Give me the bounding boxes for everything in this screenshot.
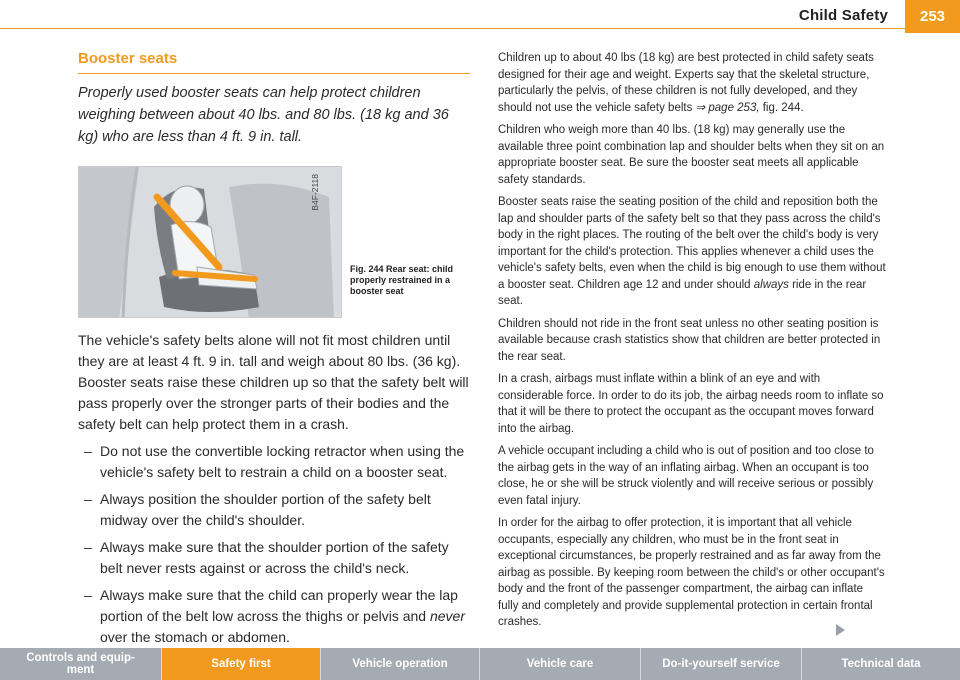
paragraph: A vehicle occupant including a child who is out of position and too close to the airbag gets in the way of an inflating airbag. When an occupant is too close, he or she will be struck violently and will receive serious or possibly even fatal injury.	[498, 445, 874, 507]
tab-safety-first[interactable]: Safety first	[162, 648, 321, 680]
list-item: – Always make sure that the shoulder portion of the safety belt never rests against or across the child's neck.	[84, 539, 449, 576]
paragraph: Booster seats raise the seating position of the child and reposition both the lap and shoulder parts of the safety belt so that they pass across the child's body in the right places. The routing of the belt over the child's body is very important for the child's protection. This applies whenever a child uses the vehicle's safety belts, even when the child is big enough to use them without a booster seat. Children age 12 and under should always ride in the rear seat.	[498, 196, 886, 307]
paragraph: In a crash, airbags must inflate within a blink of an eye and with considerable force. In order to do its job, the airbag needs room to inflate so that it will be there to protect the occupant as the occupant moves forward into the airbag.	[498, 373, 884, 435]
page-reference-link[interactable]: ⇒ page 253,	[695, 101, 760, 114]
tab-do-it-yourself-service[interactable]: Do-it-yourself service	[641, 648, 802, 680]
figure-code: B4F-2118	[310, 174, 320, 211]
booster-seat-illustration	[78, 166, 342, 318]
instruction-list	[78, 441, 470, 648]
footer-nav	[0, 648, 960, 680]
intro-text: Properly used booster seats can help protect children weighing between about 40 lbs. and 80 lbs. (18 kg and 36 kg) who are less than 4 ft. 9 in. tall.	[78, 85, 449, 145]
list-item: – Always position the shoulder portion of the safety belt midway over the child's shoulder.	[84, 491, 431, 528]
figure	[78, 166, 470, 318]
paragraph: Children who weigh more than 40 lbs. (18 kg) may generally use the available three point combination lap and shoulder belts when they sit on an appropriate booster seat. Be sure the booster seat meets all applicable safety standards.	[498, 124, 885, 186]
right-column	[498, 50, 886, 637]
section-title: Child Safety	[798, 7, 888, 24]
list-item: – Do not use the convertible locking retractor when using the vehicle's safety belt to restrain a child on a booster seat.	[84, 443, 465, 480]
list-item-text: Always position the shoulder portion of the safety belt midway over the child's shoulder.	[100, 491, 431, 528]
list-item-text: Always make sure that the child can properly wear the lap portion of the belt low across the thighs or pelvis and	[100, 587, 458, 624]
list-item: – Always make sure that the child can properly wear the lap portion of the belt low across the thighs or pelvis and never over the stomach or abdomen.	[84, 587, 465, 645]
figure-caption-text: Rear seat: child properly restrained in a booster seat	[350, 264, 454, 296]
paragraph: In order for the airbag to offer protection, it is important that all vehicle occupants, especially any children, who must be in the front seat in exceptional circumstances, be properly restrained and as far away from the airbag as possible. By keeping room between the child's or other occupant's body and the front of the passenger compartment, the airbag can inflate fully and completely and provide supplemental protection in certain frontal crashes.	[498, 517, 885, 628]
figure-caption	[350, 264, 472, 297]
list-item-text-end: over the stomach or abdomen.	[100, 629, 290, 645]
section-heading: Booster seats	[78, 50, 470, 74]
booster-seat-drawing	[79, 167, 342, 318]
body-paragraph: The vehicle's safety belts alone will not fit most children until they are at least 4 ft. 9 in. tall and weigh about 80 lbs. (36 kg). Booster seats raise these children up so that the safety belt will pass properly over the stronger parts of their bodies and the safety belt can help protect them in a crash.	[78, 332, 469, 432]
page-number: 253	[905, 0, 960, 33]
tab-vehicle-operation[interactable]: Vehicle operation	[321, 648, 480, 680]
emphasis-never: never	[429, 608, 465, 624]
list-item-text: Do not use the convertible locking retractor when using the vehicle's safety belt to restrain a child on a booster seat.	[100, 443, 465, 480]
tab-controls-and-equipment[interactable]: Controls and equip- ment	[0, 648, 162, 680]
paragraph: Children up to about 40 lbs (18 kg) are best protected in child safety seats designed for their age and weight. Experts say that the skeletal structure, particularly the pelvis, of these children is not fully developed, and they should not use the vehicle safety belts ⇒ page 253, fig. 244.	[498, 52, 874, 114]
continue-arrow-icon[interactable]	[836, 624, 845, 636]
paragraph: Children should not ride in the front seat unless no other seating position is available because crash statistics show that children are better protected in the rear seat.	[498, 317, 881, 363]
tab-technical-data[interactable]: Technical data	[802, 648, 960, 680]
header-rule	[0, 28, 905, 29]
list-item-text: Always make sure that the shoulder portion of the safety belt never rests against or across the child's neck.	[100, 539, 449, 576]
left-column	[78, 50, 470, 654]
figure-label: Fig. 244	[350, 264, 384, 274]
tab-vehicle-care[interactable]: Vehicle care	[480, 648, 641, 680]
emphasis-always: always	[753, 278, 789, 291]
